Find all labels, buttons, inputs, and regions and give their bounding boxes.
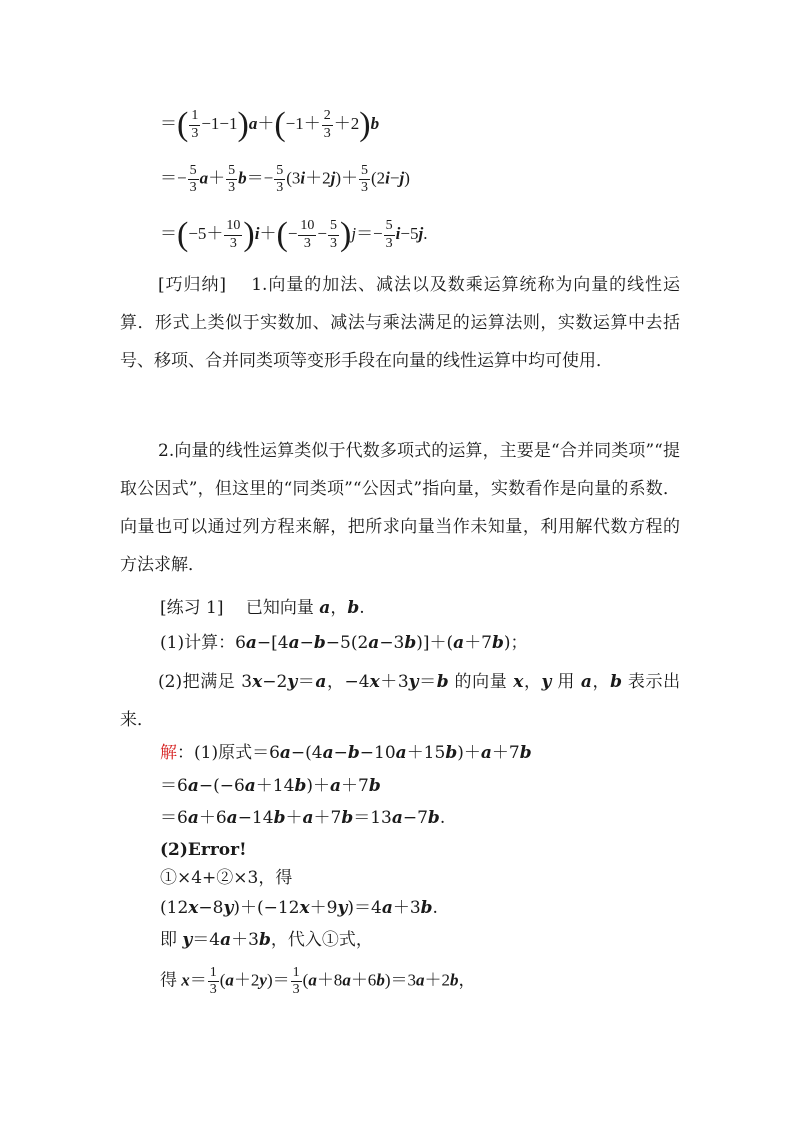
summary-paragraph-1: [巧归纳] 1.向量的加法、减法以及数乘运算统称为向量的线性运算．形式上类似于实数加、减法与乘法满足的运算法则，实数运算中去括号、移项、合并同类项等变形手段在向量的线性运算中均可使用． bbox=[120, 275, 680, 371]
summary-paragraph-2: 2.向量的线性运算类似于代数多项式的运算，主要是“合并同类项”“提取公因式”，但这里的“同类项”“公因式”指向量，实数看作是向量的系数．向量也可以通过列方程来解，把所求向量当作未知量，利用解代数方程的方法求解． bbox=[120, 441, 680, 575]
math-line-2: ＝− $\frac{5}{3}$ a＋ $\frac{5}{3}$ b＝− $\frac{5}{3}$ (3i＋2j)＋ $\frac{5}{3}$ (2i−j) bbox=[160, 163, 410, 196]
exercise-question-2: (2)把满足 3x−2y＝a，−4x＋3y＝b 的向量 x，y 用 a，b 表示出来． bbox=[120, 672, 681, 730]
solution-line-8: 得 x＝ $\frac{1}{3}$ (a＋2y)＝ $\frac{1}{3}$ (a＋8a＋6b)＝3a＋2b， bbox=[160, 965, 476, 998]
exercise-question-1: (1)计算：6a−[4a−b−5(2a−3b)]＋(a＋7b)； bbox=[160, 633, 528, 653]
math-line-1: ＝( $\frac{1}{3}$ −1−1)a＋(−1＋ $\frac{2}{3}$ ＋2)b bbox=[160, 106, 380, 143]
solution-line-3: ＝6a＋6a−14b＋a＋7b＝13a−7b. bbox=[160, 808, 446, 828]
solution-line-1: 解：(1)原式＝6a−(4a−b−10a＋15b)＋a＋7b bbox=[160, 743, 532, 763]
exercise-title: [练习 1] 已知向量 a，b. bbox=[160, 598, 365, 618]
solution-line-6: (12x−8y)＋(−12x＋9y)＝4a＋3b. bbox=[160, 898, 438, 918]
solution-line-7: 即 y＝4a＋3b，代入①式， bbox=[160, 930, 373, 950]
solution-line-2: ＝6a−(−6a＋14b)＋a＋7b bbox=[160, 776, 381, 796]
solution-line-5: ①×4+②×3，得 bbox=[160, 868, 293, 888]
solution-line-4: (2)Error! bbox=[160, 840, 247, 860]
solution-label: 解 bbox=[160, 743, 177, 763]
math-line-3: ＝(−5＋ $\frac{10}{3}$ )i＋(− $\frac{10}{3}$ − $\frac{5}{3}$ )j＝− $\frac{5}{3}$ i−5j. bbox=[160, 216, 428, 253]
